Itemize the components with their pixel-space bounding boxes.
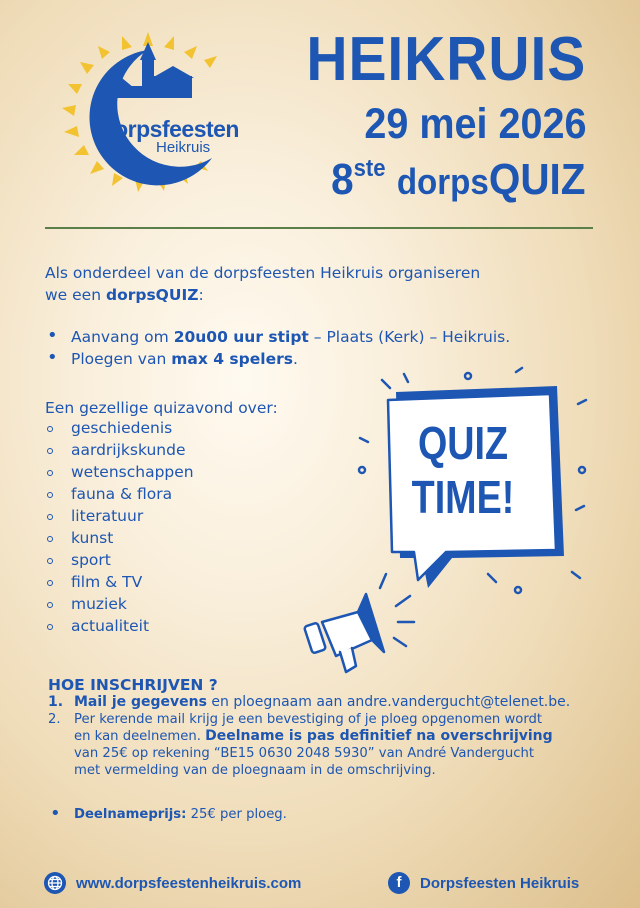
intro-line-1: Als onderdeel van de dorpsfeesten Heikruis organiseren [45,264,481,282]
bubble-line-1: QUIZ [417,417,509,469]
headline-place: HEIKRUIS [306,25,586,94]
intro-line-2-pre: we een [45,286,106,304]
divider-line [45,227,593,229]
topic-item: fauna & flora [45,483,194,505]
bubble-line-2: TIME! [411,471,515,523]
topic-item: muziek [45,593,194,615]
registration-step-2 [48,711,608,779]
edition-word-big: QUIZ [489,155,586,204]
step-2-b-bold: Deelname is pas definitief na overschrijving [205,728,553,744]
topics-list [45,417,194,637]
step-2-line-d: met vermelding van de ploegnaam in de omschrijving. [74,763,436,778]
bubble-text [402,416,525,524]
globe-icon [44,872,66,894]
price-value: 25€ per ploeg. [186,807,287,822]
topics-intro: Een gezellige quizavond over: [45,399,278,417]
step-2-line-c: van 25€ op rekening “BE15 0630 2048 5930” van André Vandergucht [74,746,535,761]
edition-suffix: ste [354,155,387,182]
dorpsfeesten-logo [52,28,252,198]
registration-step-1 [48,694,608,711]
footer-website[interactable] [44,872,301,894]
price-label: Deelnameprijs: [74,807,187,822]
headline-date: 29 mei 2026 [363,100,586,148]
topic-item: literatuur [45,505,194,527]
facebook-link[interactable]: Dorpsfeesten Heikruis [420,874,580,892]
step-1-bold: Mail je gegevens [74,694,207,710]
fact-bold: 20u00 uur stipt [173,328,309,346]
fact-pre: Ploegen van [71,350,172,368]
step-number: 1. [48,694,64,710]
fact-bold: max 4 spelers [171,350,293,368]
step-2-b-pre: en kan deelnemen. [74,729,206,744]
step-2-line-b [74,728,608,745]
logo-subtitle: Heikruis [156,139,211,156]
topic-item: kunst [45,527,194,549]
edition-number: 8 [331,155,355,204]
fact-start-time [45,326,510,348]
registration-title: HOE INSCHRIJVEN ? [48,676,218,694]
headline-edition [332,155,586,205]
topic-item: actualiteit [45,615,194,637]
logo-title: Dorpsfeesten [98,116,239,142]
fact-post: – Plaats (Kerk) – Heikruis. [308,328,511,346]
step-number: 2. [48,712,61,727]
edition-word-small: dorps [397,161,490,202]
intro-line-2-bold: dorpsQUIZ [105,286,199,304]
facebook-icon: f [388,872,410,894]
topic-item: film & TV [45,571,194,593]
price-item [48,804,287,826]
topic-item: wetenschappen [45,461,194,483]
registration-steps [48,694,608,779]
price-list [48,804,287,826]
intro-paragraph [45,262,565,306]
fact-pre: Aanvang om [71,328,174,346]
intro-line-2-post: : [198,286,204,304]
website-link[interactable]: www.dorpsfeestenheikruis.com [76,874,302,892]
step-2-line-a: Per kerende mail krijg je een bevestiging of je ploeg opgenomen wordt [74,712,543,727]
topic-item: sport [45,549,194,571]
quiz-time-illustration [300,360,600,680]
topic-item: geschiedenis [45,417,194,439]
step-1-rest: en ploegnaam aan andre.vandergucht@telenet.be. [206,694,571,710]
fact-post: . [292,350,298,368]
footer-facebook[interactable] [388,872,579,894]
intro-line-2 [45,284,565,306]
topic-item: aardrijkskunde [45,439,194,461]
